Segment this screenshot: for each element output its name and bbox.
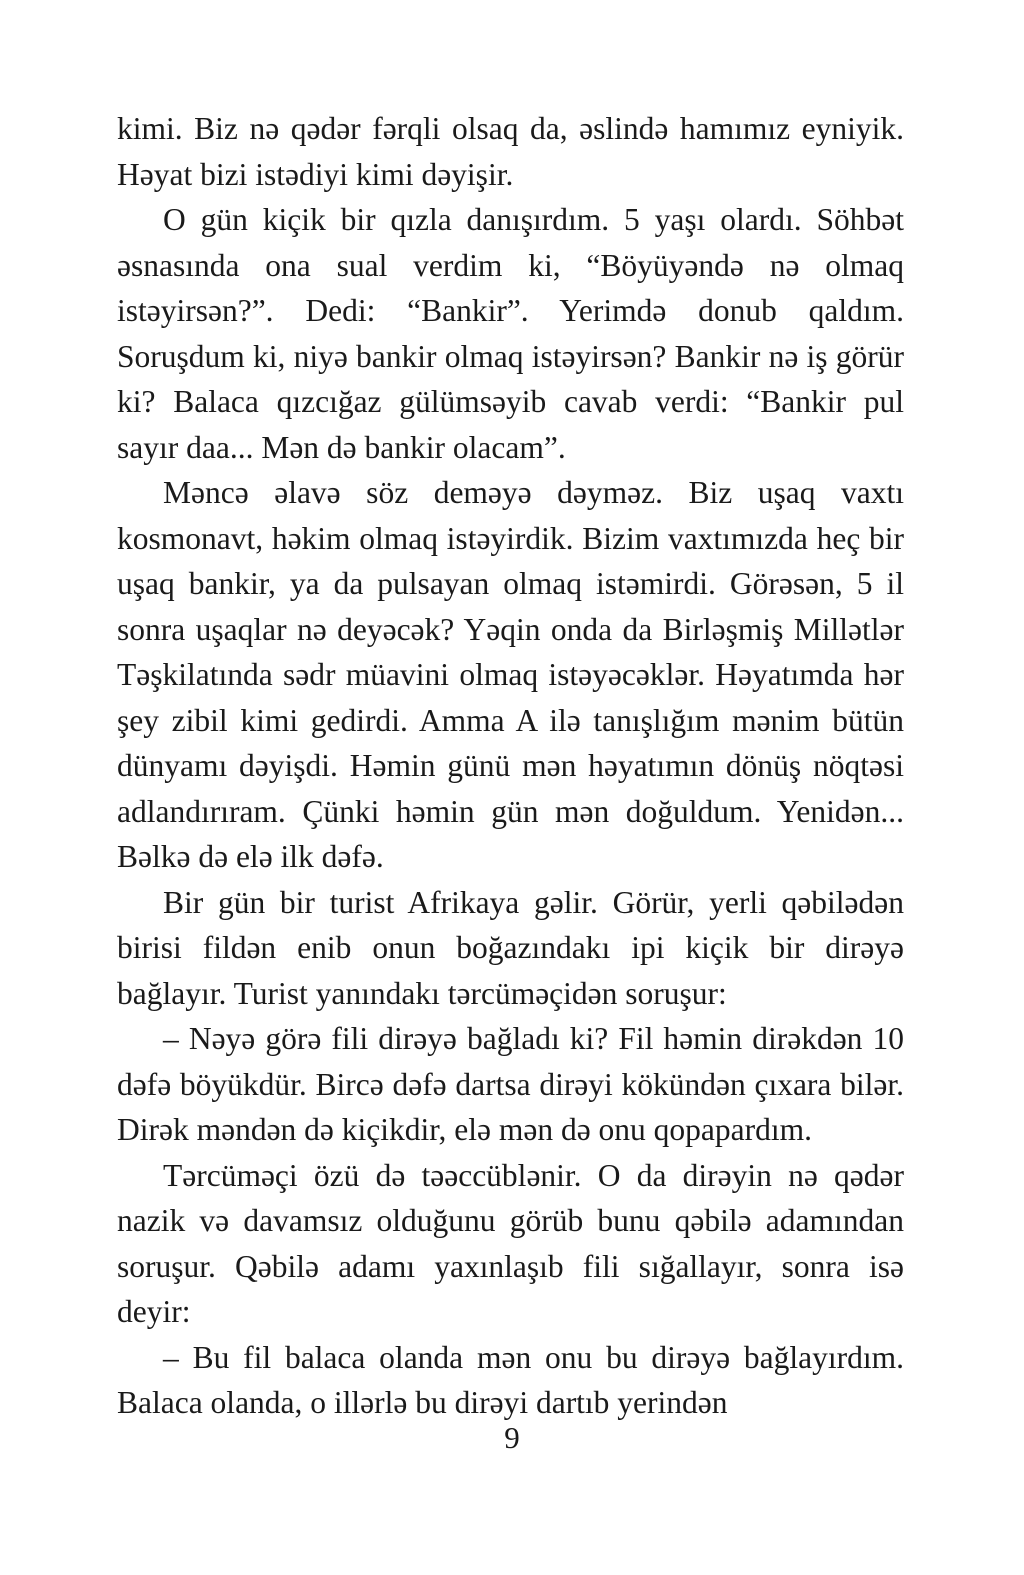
page-body [117,106,904,1426]
paragraph-4: Bir gün bir turist Afrikaya gəlir. Görür, yerli qəbilədən birisi fildən enib onun boğazındakı ipi kiçik bir dirəyə bağlayır. Turist yanındakı tərcüməçidən soruşur: [117,884,904,1011]
paragraph-2: O gün kiçik bir qızla danışırdım. 5 yaşı olardı. Söhbət əsnasında ona sual verdim ki, “Böyüyəndə nə olmaq istəyirsən?”. Dedi: “Bankir”. Yerimdə donub qaldım. Soruşdum ki, niyə bankir olmaq istəyirsən? Bankir nə iş görür ki? Balaca qızcığaz gülümsəyib cavab verdi: “Bankir pul sayır daa... Mən də bankir olacam”. [117,202,904,465]
paragraph-5: – Nəyə görə fili dirəyə bağladı ki? Fil həmin dirəkdən 10 dəfə böyükdür. Bircə dəfə dartsa dirəyi kökündən çıxara bilər. Dirək məndən də kiçikdir, elə mən də onu qopарardım. [117,1021,904,1147]
paragraph-6: Tərcüməçi özü də təəccüblənir. O da dirəyin nə qədər nazik və davamsız olduğunu görüb bunu qəbilə adamından soruşur. Qəbilə adamı yaxınlaşıb fili sığallayır, sonra isə deyir: [117,1157,904,1329]
page-number: 9 [504,1420,520,1455]
paragraph-7: – Bu fil balaca olanda mən onu bu dirəyə bağlayırdım. Balaca olanda, o illərlə bu dirəyi dartıb yerindən [117,1339,904,1420]
paragraph-1: kimi. Biz nə qədər fərqli olsaq da, əslində hamımız eyniyik. Həyat bizi istədiyi kimi dəyişir. [117,111,904,192]
paragraph-3: Məncə əlavə söz deməyə dəyməz. Biz uşaq vaxtı kosmonavt, həkim olmaq istəyirdik. Bizim vaxtımızda heç bir uşaq bankir, ya da pulsayan olmaq istəmirdi. Görəsən, 5 il sonra uşaqlar nə deyəcək? Yəqin onda da Birləşmiş Millətlər Təşkilatında sədr müavini olmaq istəyəcəklər. Həyatımda hər şey zibil kimi gedirdi. Amma A ilə tanışlığım mənim bütün dünyamı dəyişdi. Həmin günü mən həyatımın dönüş nöqtəsi adlandırıram. Çünki həmin gün mən doğuldum. Yenidən... Bəlkə də elə ilk dəfə. [117,475,904,874]
